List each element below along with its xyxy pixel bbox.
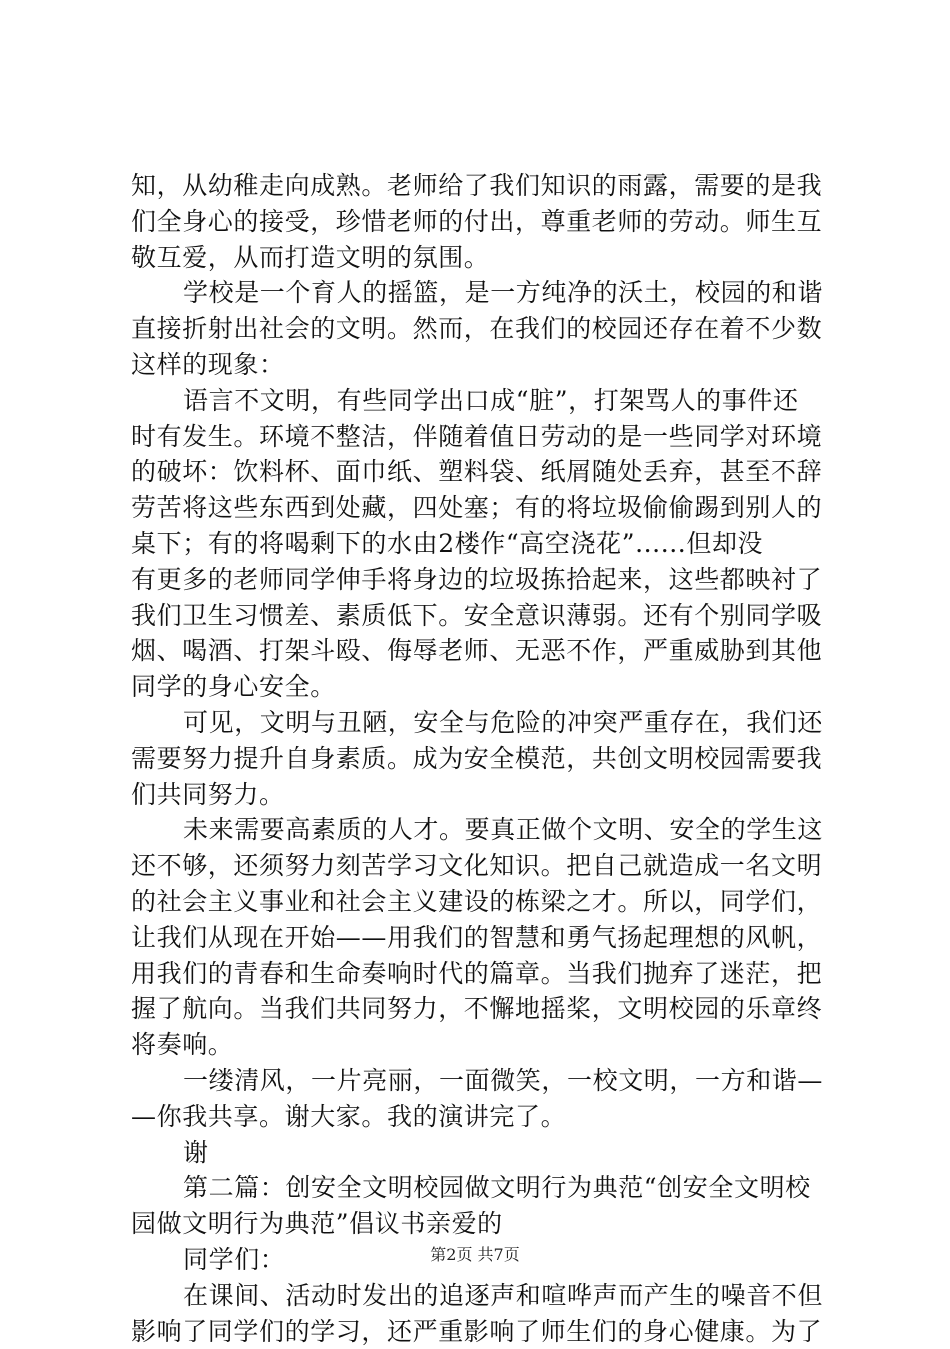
text-line: 园做文明行为典范”倡议书亲爱的	[131, 1206, 831, 1242]
text-line: 的社会主义事业和社会主义建设的栋梁之才。所以，同学们，	[131, 884, 831, 920]
text-line: 们共同努力。	[131, 777, 831, 813]
text-line: 语言不文明，有些同学出口成“脏”，打架骂人的事件还	[131, 383, 831, 419]
text-line: 让我们从现在开始——用我们的智慧和勇气扬起理想的风帆，	[131, 920, 831, 956]
text-line: —你我共享。谢大家。我的演讲完了。	[131, 1099, 831, 1135]
page-footer: 第2页 共7页	[0, 1245, 950, 1265]
text-line: 一缕清风，一片亮丽，一面微笑，一校文明，一方和谐—	[131, 1063, 831, 1099]
text-line: 同学的身心安全。	[131, 669, 831, 705]
text-line: 时有发生。环境不整洁，伴随着值日劳动的是一些同学对环境	[131, 419, 831, 455]
text-line: 这样的现象：	[131, 347, 831, 383]
text-line: 需要努力提升自身素质。成为安全模范，共创文明校园需要我	[131, 741, 831, 777]
document-body	[131, 168, 831, 1349]
text-line: 学校是一个育人的摇篮，是一方纯净的沃土，校园的和谐	[131, 275, 831, 311]
text-line: 谢	[131, 1135, 831, 1171]
text-line: 第二篇：创安全文明校园做文明行为典范“创安全文明校	[131, 1170, 831, 1206]
text-line: 桌下；有的将喝剩下的水由2楼作“高空浇花”......但却没	[131, 526, 831, 562]
text-line: 烟、喝酒、打架斗殴、侮辱老师、无恶不作，严重威胁到其他	[131, 633, 831, 669]
text-line: 知，从幼稚走向成熟。老师给了我们知识的雨露，需要的是我	[131, 168, 831, 204]
text-line: 握了航向。当我们共同努力，不懈地摇桨，文明校园的乐章终	[131, 991, 831, 1027]
text-line: 可见，文明与丑陋，安全与危险的冲突严重存在，我们还	[131, 705, 831, 741]
text-line: 将奏响。	[131, 1027, 831, 1063]
text-line: 的破坏：饮料杯、面巾纸、塑料袋、纸屑随处丢弃，甚至不辞	[131, 454, 831, 490]
text-line: 们全身心的接受，珍惜老师的付出，尊重老师的劳动。师生互	[131, 204, 831, 240]
text-line: 直接折射出社会的文明。然而，在我们的校园还存在着不少数	[131, 311, 831, 347]
text-line: 未来需要高素质的人才。要真正做个文明、安全的学生这	[131, 812, 831, 848]
text-line: 敬互爱，从而打造文明的氛围。	[131, 240, 831, 276]
text-line: 劳苦将这些东西到处藏，四处塞；有的将垃圾偷偷踢到别人的	[131, 490, 831, 526]
text-line: 还不够，还须努力刻苦学习文化知识。把自己就造成一名文明	[131, 848, 831, 884]
text-line: 在课间、活动时发出的追逐声和喧哗声而产生的噪音不但	[131, 1278, 831, 1314]
text-line: 我们卫生习惯差、素质低下。安全意识薄弱。还有个别同学吸	[131, 598, 831, 634]
text-line: 有更多的老师同学伸手将身边的垃圾拣拾起来，这些都映衬了	[131, 562, 831, 598]
text-line: 影响了同学们的学习，还严重影响了师生们的身心健康。为了	[131, 1314, 831, 1349]
text-line: 用我们的青春和生命奏响时代的篇章。当我们抛弃了迷茫，把	[131, 956, 831, 992]
text-line: 同学们：	[131, 1242, 831, 1278]
